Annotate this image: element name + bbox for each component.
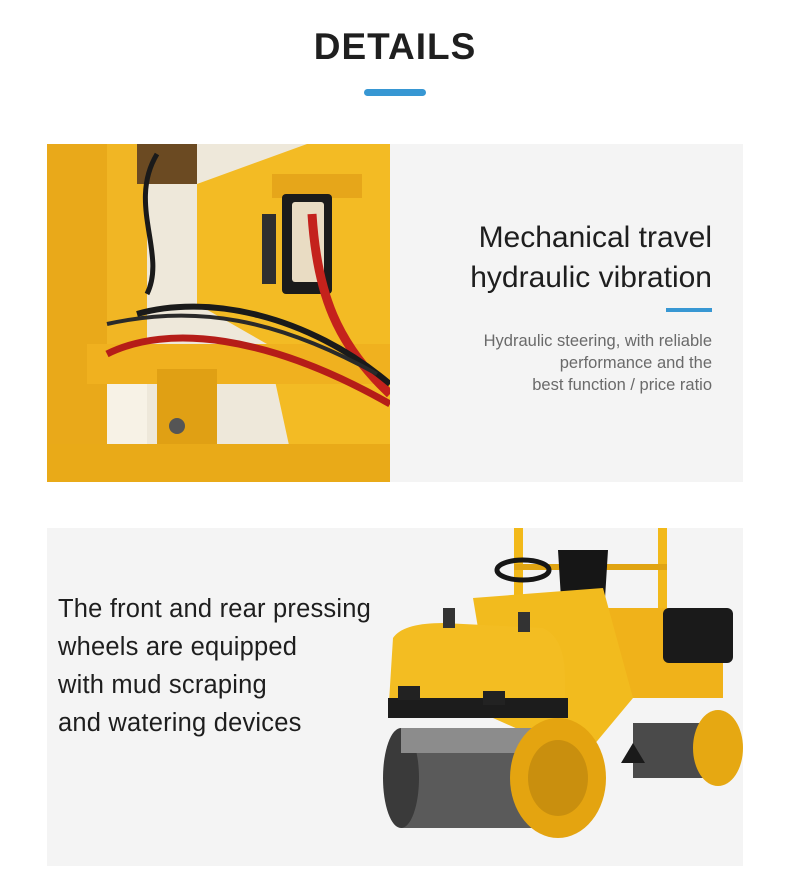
feature-text-hydraulic [470,218,712,396]
section-title: DETAILS [313,26,477,67]
feature-panel-hydraulic [47,144,743,482]
heading-underline [666,308,712,312]
feature-panel-roller [47,528,743,866]
feature-heading: Mechanical travel hydraulic vibration [470,221,712,294]
road-roller-photo [333,528,743,866]
hydraulic-system-photo [47,144,390,482]
title-underline [364,89,426,96]
feature-description: Hydraulic steering, with reliable performance and the best function / price ratio [483,332,712,394]
feature-text-wheels: The front and rear pressing wheels are equipped with mud scraping and watering devices [58,595,371,737]
